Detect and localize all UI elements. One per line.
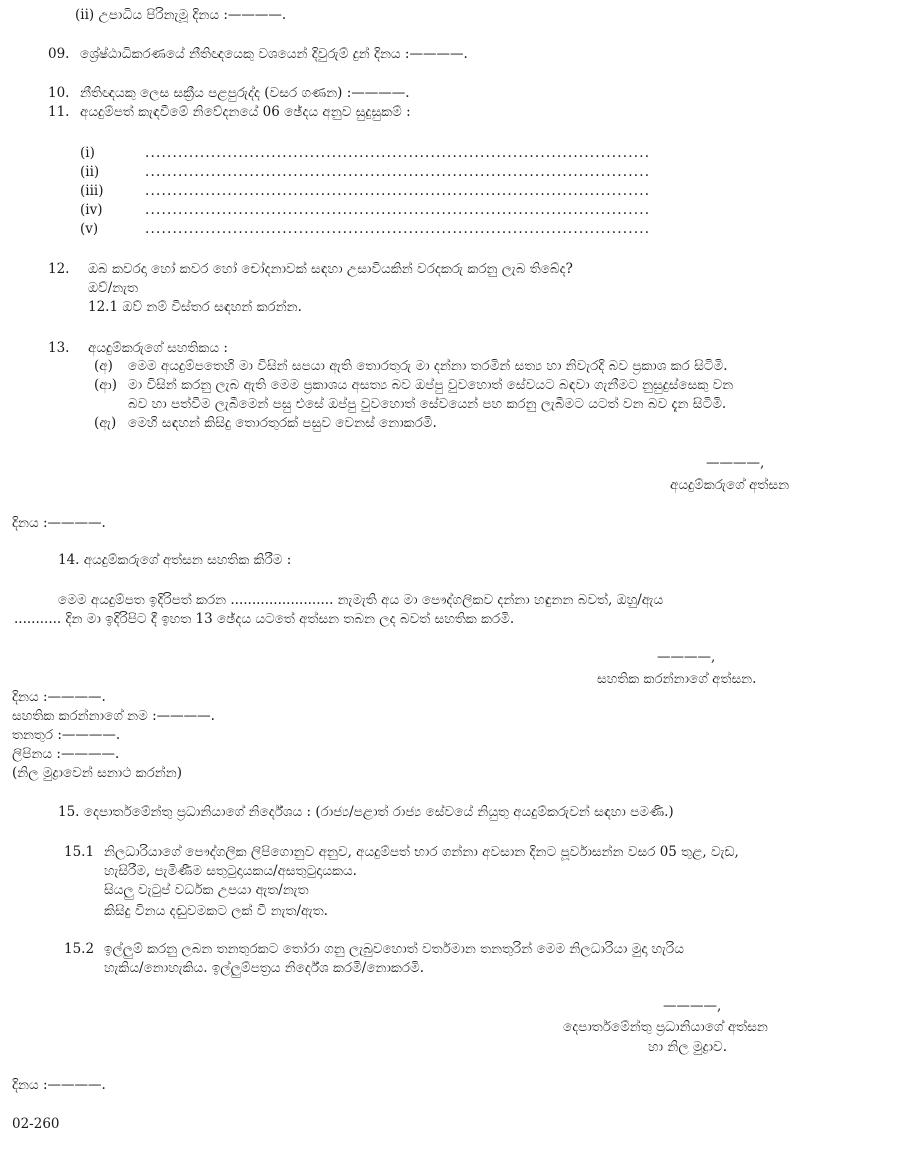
item-15-1-line-2: හැසිරීම, පැමිණීම සතුටුදායකය/අසතුටුදායකය. xyxy=(104,863,357,879)
declaration-aa-label: (ආ) xyxy=(94,377,117,393)
certifier-name: සහතික කරන්නාගේ නම :————. xyxy=(12,708,215,724)
item-15-2-line-2: හැකිය/නොහැකිය. ඉල්ලුම්පත්‍රය නිර්දේශ කරමි/නොකරමි. xyxy=(104,960,425,976)
item-09-text: ශ්‍රේෂ්ඨාධිකරණයේ නීතිඥයෙකු වශයෙන් දිවුරුම් දුන් දිනය :————. xyxy=(80,46,468,62)
item-13-heading: අයදුම්කරුගේ සහතිකය : xyxy=(88,340,228,356)
footer-code: 02-260 xyxy=(12,1116,60,1132)
item-12-answer: ඔව්/නැත xyxy=(88,280,138,296)
certifier-date: දිනය :————. xyxy=(12,689,106,705)
qualification-label-2: (ii) xyxy=(80,164,100,180)
item-14-heading: 14. අයදුම්කරුගේ අත්සන සහතික කිරීම : xyxy=(58,552,292,568)
certifier-address: ලිපිනය :————. xyxy=(12,746,120,762)
declaration-a-label: (අ) xyxy=(94,358,113,374)
head-date: දිනය :————. xyxy=(12,1077,106,1093)
item-11-number: 11. xyxy=(48,104,70,120)
declaration-a-text: මෙම අයදුම්පතෙහි මා විසින් සපයා ඇති තොරතුරු මා දන්නා තරමින් සත්‍ය හා නිවැරදි බව ප්‍රකාශ කර සිටිමි. xyxy=(128,358,728,374)
certifier-signature-line: ————, xyxy=(657,649,716,665)
declaration-ae-label: (ඇ) xyxy=(94,415,117,431)
certifier-post: තනතුර :————. xyxy=(12,727,121,743)
head-signature-line: ————, xyxy=(663,998,722,1014)
item-14-paragraph-1: මෙම අයදුම්පත ඉදිරිපත් කරන ........................ නැමැති අය මා පෞද්ගලිකව දන්නා හඳුනන බවත්, ඔහු/ඇය xyxy=(58,592,664,608)
item-12-question: ඔබ කවරදා හෝ කවර හෝ චෝදනාවක් සඳහා උසාවියකින් වරදකරු කරනු ලැබ තිබේද? xyxy=(88,261,573,277)
item-09-number: 09. xyxy=(48,46,70,62)
item-15-1-line-4: කිසිදු විනය දඬුවමකට ලක් වී නැත/ඇත. xyxy=(104,903,328,919)
qualification-blank-1: ............................................................................................ xyxy=(145,145,651,161)
declaration-aa-text-2: බව හා පත්වීම ලැබීමෙන් පසු එසේ ඔප්පු වුවහොත් සේවයෙන් පහ කරනු ලැබීමට යටත් වන බව දැන සිටිමි. xyxy=(128,396,727,412)
applicant-signature-caption: අයදුම්කරුගේ අත්සන xyxy=(670,477,790,493)
certifier-signature-caption: සහතික කරන්නාගේ අත්සන. xyxy=(597,671,757,687)
declaration-aa-text-1: මා විසින් කරනු ලැබ ඇති මෙම ප්‍රකාශය අසත්‍ය බව ඔප්පු වුවහොත් සේවයට බඳවා ගැනීමට නුසුදුස්සෙකු වන xyxy=(128,377,734,393)
item-11-text: අයදුම්පත් කැඳවීමේ නිවේදනයේ 06 ඡේදය අනුව සුදුසුකම් : xyxy=(80,104,411,120)
qualification-blank-2: ............................................................................................ xyxy=(145,164,651,180)
item-14-paragraph-2: ........... දින මා ඉදිරිපිට දී ඉහත 13 ඡේදය යටතේ අත්සන තබන ලද බවත් සහතික කරමි. xyxy=(14,611,515,627)
item-12-sub: 12.1 ඔව් නම් විස්තර සඳහන් කරන්න. xyxy=(88,299,302,315)
seal-note: (නිල මුද්‍රාවෙන් සනාථ කරන්න) xyxy=(12,765,182,781)
applicant-date: දිනය :————. xyxy=(12,515,106,531)
qualification-label-3: (iii) xyxy=(80,183,104,199)
qualification-blank-4: ............................................................................................ xyxy=(145,202,651,218)
item-15-2-number: 15.2 xyxy=(64,941,95,957)
item-15-heading: 15. දෙපාර්තමේන්තු ප්‍රධානියාගේ නිර්දේශය : (රාජ්‍ය/පළාත් රාජ්‍ය සේවයේ නියුතු අයදුම්කරුවන් සඳහා පමණි.) xyxy=(58,804,674,820)
qualification-label-1: (i) xyxy=(80,145,95,161)
item-15-1-number: 15.1 xyxy=(64,844,95,860)
item-10-text: නීතිඥයකු ලෙස සක්‍රීය පළපුරුද්ද (වසර ගණන) :————. xyxy=(80,85,410,101)
head-signature-caption-1: දෙපාර්තමේන්තු ප්‍රධානියාගේ අත්සන xyxy=(563,1019,768,1035)
item-10-number: 10. xyxy=(48,85,70,101)
item-13-number: 13. xyxy=(48,340,70,356)
qualification-blank-3: ............................................................................................ xyxy=(145,183,651,199)
qualification-label-5: (v) xyxy=(80,221,99,237)
item-15-2-line-1: ඉල්ලුම් කරනු ලබන තනතුරකට තෝරා ගනු ලැබුවහොත් වර්තමාන තනතුරින් මෙම නිලධාරියා මුදා හැරිය xyxy=(104,941,684,957)
qualification-blank-5: ............................................................................................ xyxy=(145,221,651,237)
item-ii-date: (ii) උපාධිය පිරිනැමූ දිනය :————. xyxy=(75,7,287,23)
applicant-signature-line: ————, xyxy=(706,455,765,471)
head-signature-caption-2: හා නිල මුද්‍රාව. xyxy=(648,1039,728,1055)
item-15-1-line-3: සියලු වැටුප් වර්ධක උපයා ඇත/නැත xyxy=(104,882,309,898)
item-12-number: 12. xyxy=(48,261,70,277)
qualification-label-4: (iv) xyxy=(80,202,103,218)
declaration-ae-text: මෙහි සඳහන් කිසිදු තොරතුරක් පසුව වෙනස් නොකරමි. xyxy=(128,415,437,431)
item-15-1-line-1: නිලධාරියාගේ පෞද්ගලික ලිපිගොනුව අනුව, අයදුම්පත් භාර ගන්නා අවසාන දිනට පූර්වාසන්න වසර 05 තුළ, වැඩ, xyxy=(104,844,739,860)
